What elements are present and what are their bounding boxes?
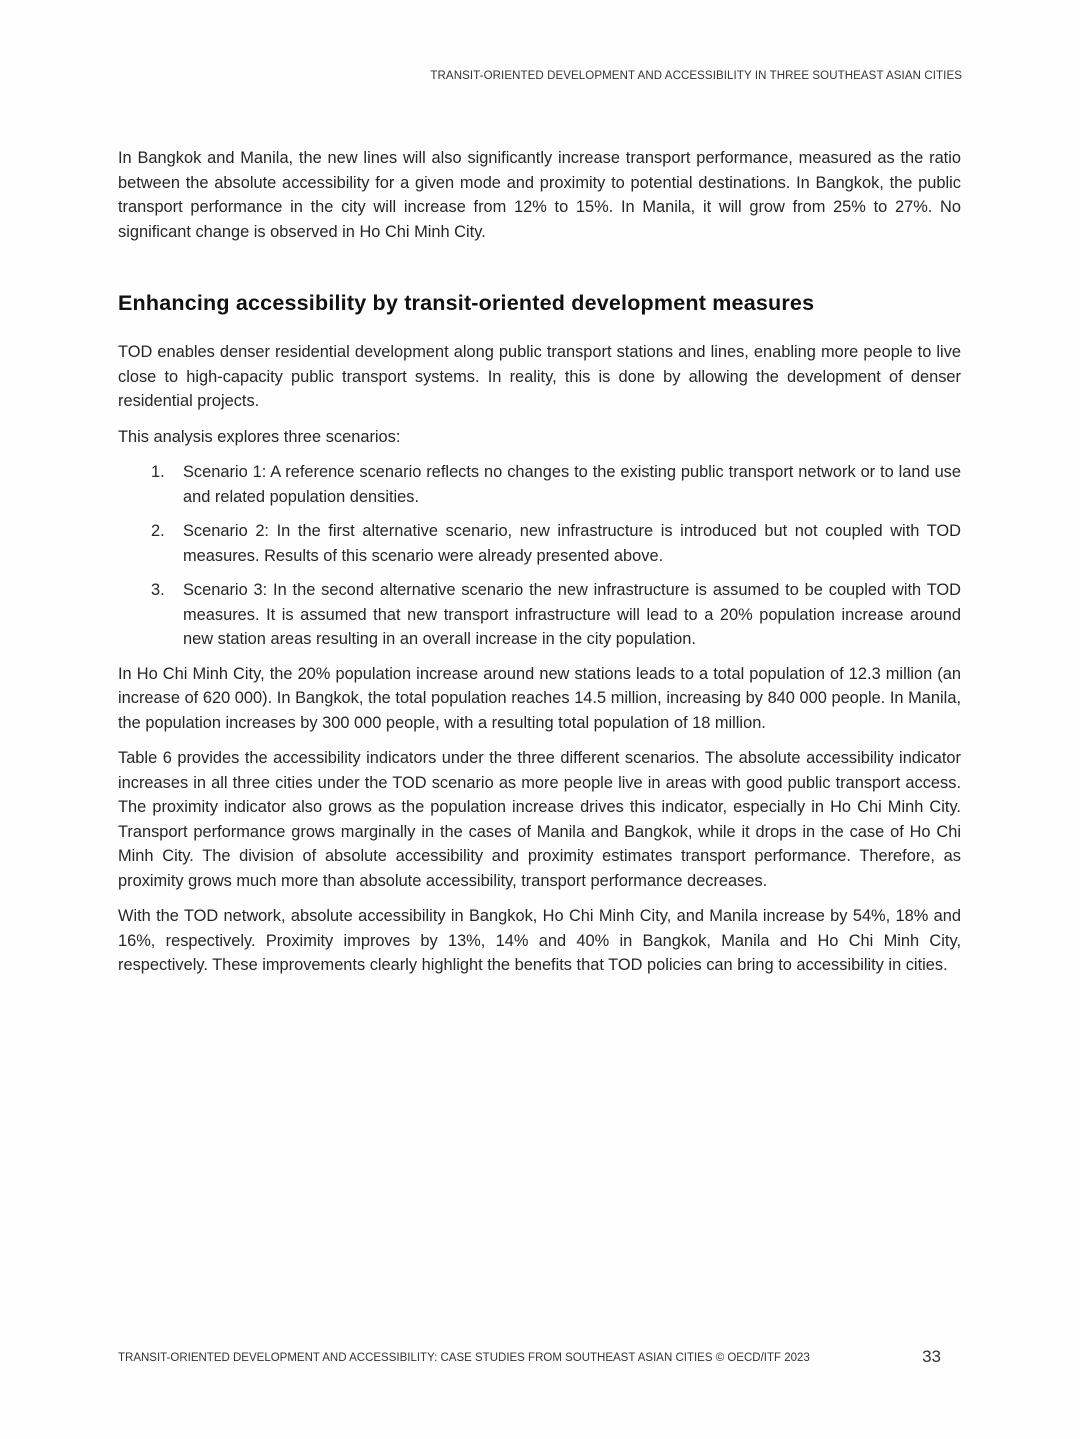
intro-paragraph: In Bangkok and Manila, the new lines will also significantly increase transport performance, measured as the ratio between the absolute accessibility for a given mode and proximity to potential destinations. In Bangkok, the public transport performance in the city will increase from 12% to 15%. In Manila, it will grow from 25% to 27%. No significant change is observed in Ho Chi Minh City. [118,149,961,241]
running-header: TRANSIT-ORIENTED DEVELOPMENT AND ACCESSIBILITY IN THREE SOUTHEAST ASIAN CITIES [430,70,962,82]
list-number: 3. [151,581,165,599]
main-content [118,146,961,989]
scenario-item [118,578,961,652]
scenario-text: Scenario 3: In the second alternative scenario the new infrastructure is assumed to be coupled with TOD measures. It is assumed that new transport infrastructure will lead to a 20% population increase around new station areas resulting in an overall increase in the city population. [183,581,961,648]
page-number: 33 [922,1347,941,1366]
list-number: 2. [151,522,165,540]
scenario-text: Scenario 2: In the first alternative scenario, new infrastructure is introduced but not coupled with TOD measures. Results of this scenario were already presented above. [183,522,961,565]
scenario-list [118,460,961,652]
tod-paragraph: TOD enables denser residential development along public transport stations and lines, enabling more people to live close to high-capacity public transport systems. In reality, this is done by allowing the development of denser residential projects. [118,343,961,410]
table-paragraph: Table 6 provides the accessibility indicators under the three different scenarios. The absolute accessibility indicator increases in all three cities under the TOD scenario as more people live in areas with good public transport access. The proximity indicator also grows as the population increase drives this indicator, especially in Ho Chi Minh City. Transport performance grows marginally in the cases of Manila and Bangkok, while it drops in the case of Ho Chi Minh City. The division of absolute accessibility and proximity estimates transport performance. Therefore, as proximity grows much more than absolute accessibility, transport performance decreases. [118,749,961,890]
section-heading: Enhancing accessibility by transit-oriented development measures [118,291,815,315]
list-number: 1. [151,463,165,481]
scenario-item [118,460,961,509]
running-footer: TRANSIT-ORIENTED DEVELOPMENT AND ACCESSIBILITY: CASE STUDIES FROM SOUTHEAST ASIAN CITIES © OECD/ITF 2023 [118,1352,810,1364]
scenarios-intro: This analysis explores three scenarios: [118,427,401,446]
conclusion-paragraph: With the TOD network, absolute accessibility in Bangkok, Ho Chi Minh City, and Manila increase by 54%, 18% and 16%, respectively. Proximity improves by 13%, 14% and 40% in Bangkok, Manila and Ho Chi Minh City, respectively. These improvements clearly highlight the benefits that TOD policies can bring to accessibility in cities. [118,907,961,974]
scenario-item [118,519,961,568]
population-paragraph: In Ho Chi Minh City, the 20% population increase around new stations leads to a total population of 12.3 million (an increase of 620 000). In Bangkok, the total population reaches 14.5 million, increasing by 840 000 people. In Manila, the population increases by 300 000 people, with a resulting total population of 18 million. [118,664,961,732]
scenario-text: Scenario 1: A reference scenario reflects no changes to the existing public transport network or to land use and related population densities. [183,463,961,506]
